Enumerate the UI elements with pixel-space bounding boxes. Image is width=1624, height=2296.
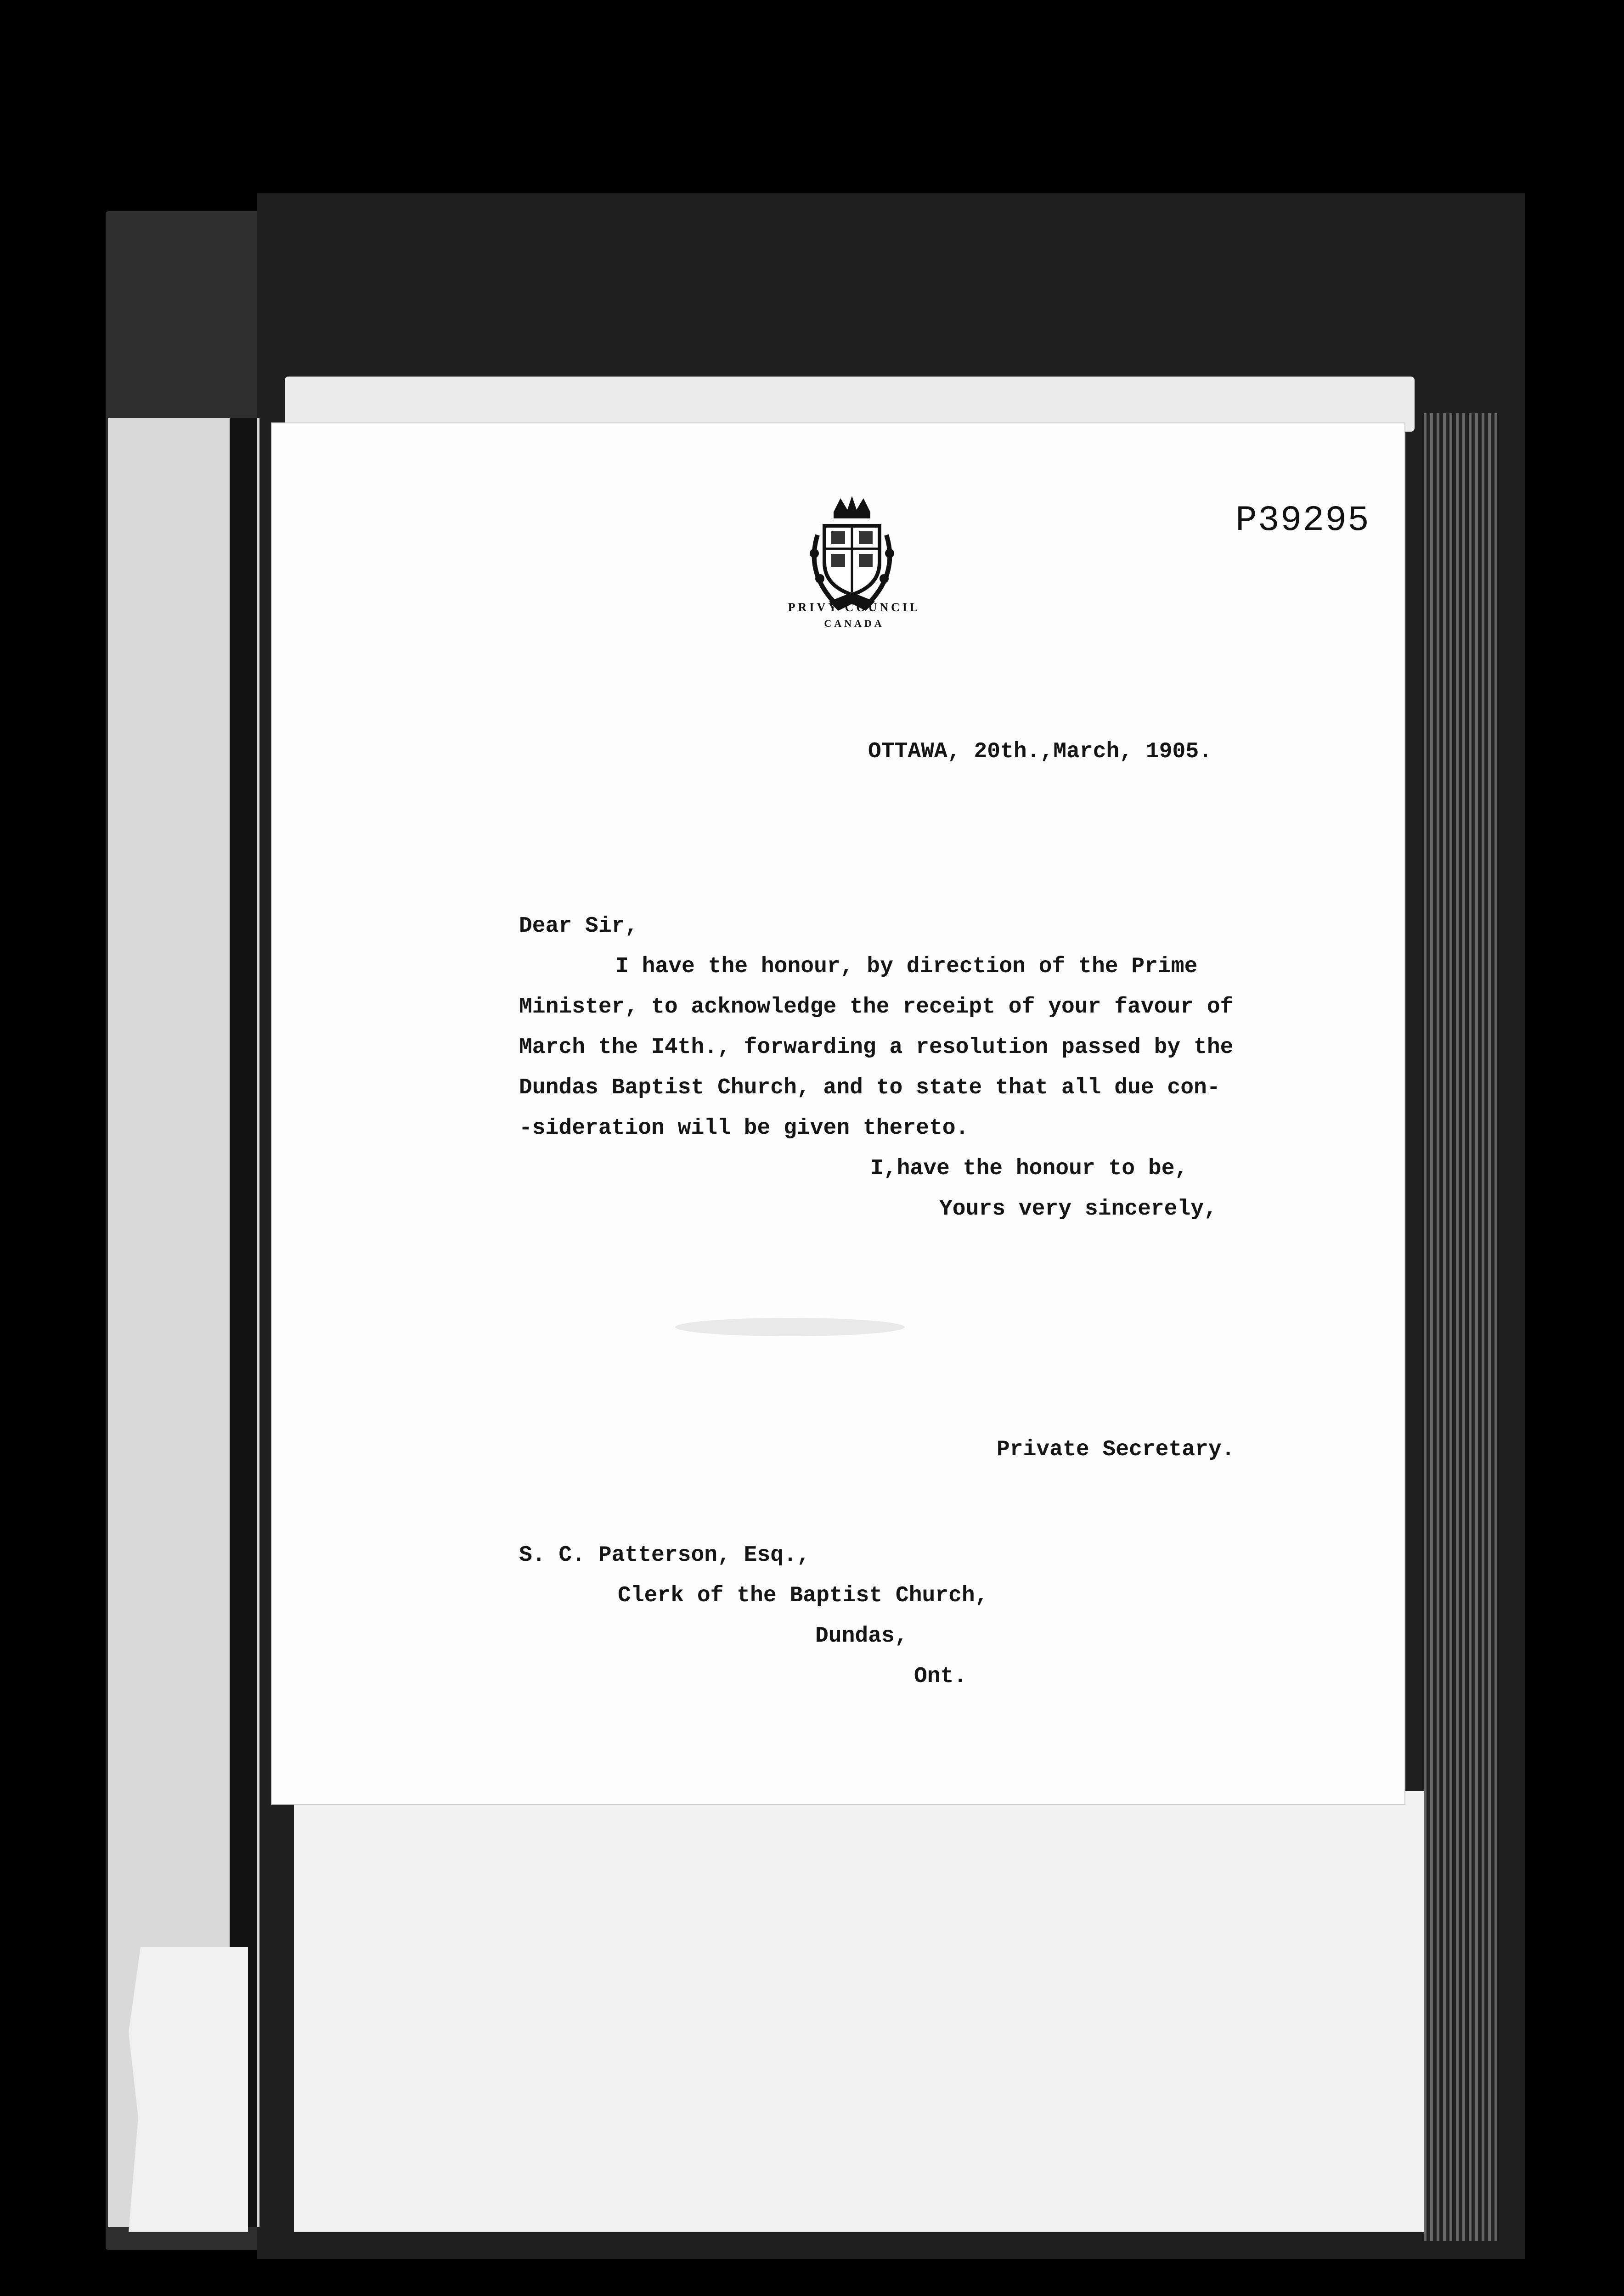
body-line-2: Minister, to acknowledge the receipt of your favour of [519,995,1234,1019]
crest-caption-privy-council: PRIVY COUNCIL [788,601,921,614]
recipient-province: Ont. [914,1664,967,1689]
body-line-1: I have the honour, by direction of the Prime [615,954,1198,979]
recipient-position: Clerk of the Baptist Church, [618,1583,988,1608]
page-edges-stack [1424,413,1497,2241]
crest-caption-canada: CANADA [824,618,885,629]
body-line-3: March the I4th., forwarding a resolution passed by the [519,1035,1234,1060]
recipient-town: Dundas, [815,1624,908,1649]
signature-title: Private Secretary. [997,1437,1235,1462]
dateline: OTTAWA, 20th.,March, 1905. [868,739,1212,764]
body-line-4: Dundas Baptist Church, and to state that all due con- [519,1075,1220,1100]
letter-sheet [271,422,1405,1805]
recipient-name: S. C. Patterson, Esq., [519,1543,810,1568]
body-line-5: -sideration will be given thereto. [519,1116,969,1141]
torn-page-fragment [129,1947,248,2232]
file-number-stamp: P39295 [1235,501,1370,541]
closing-line-2: Yours very sincerely, [939,1197,1217,1221]
ink-smudge [675,1318,905,1336]
salutation: Dear Sir, [519,914,638,939]
closing-line-1: I,have the honour to be, [870,1156,1188,1181]
underlying-sheet [294,1791,1442,2232]
